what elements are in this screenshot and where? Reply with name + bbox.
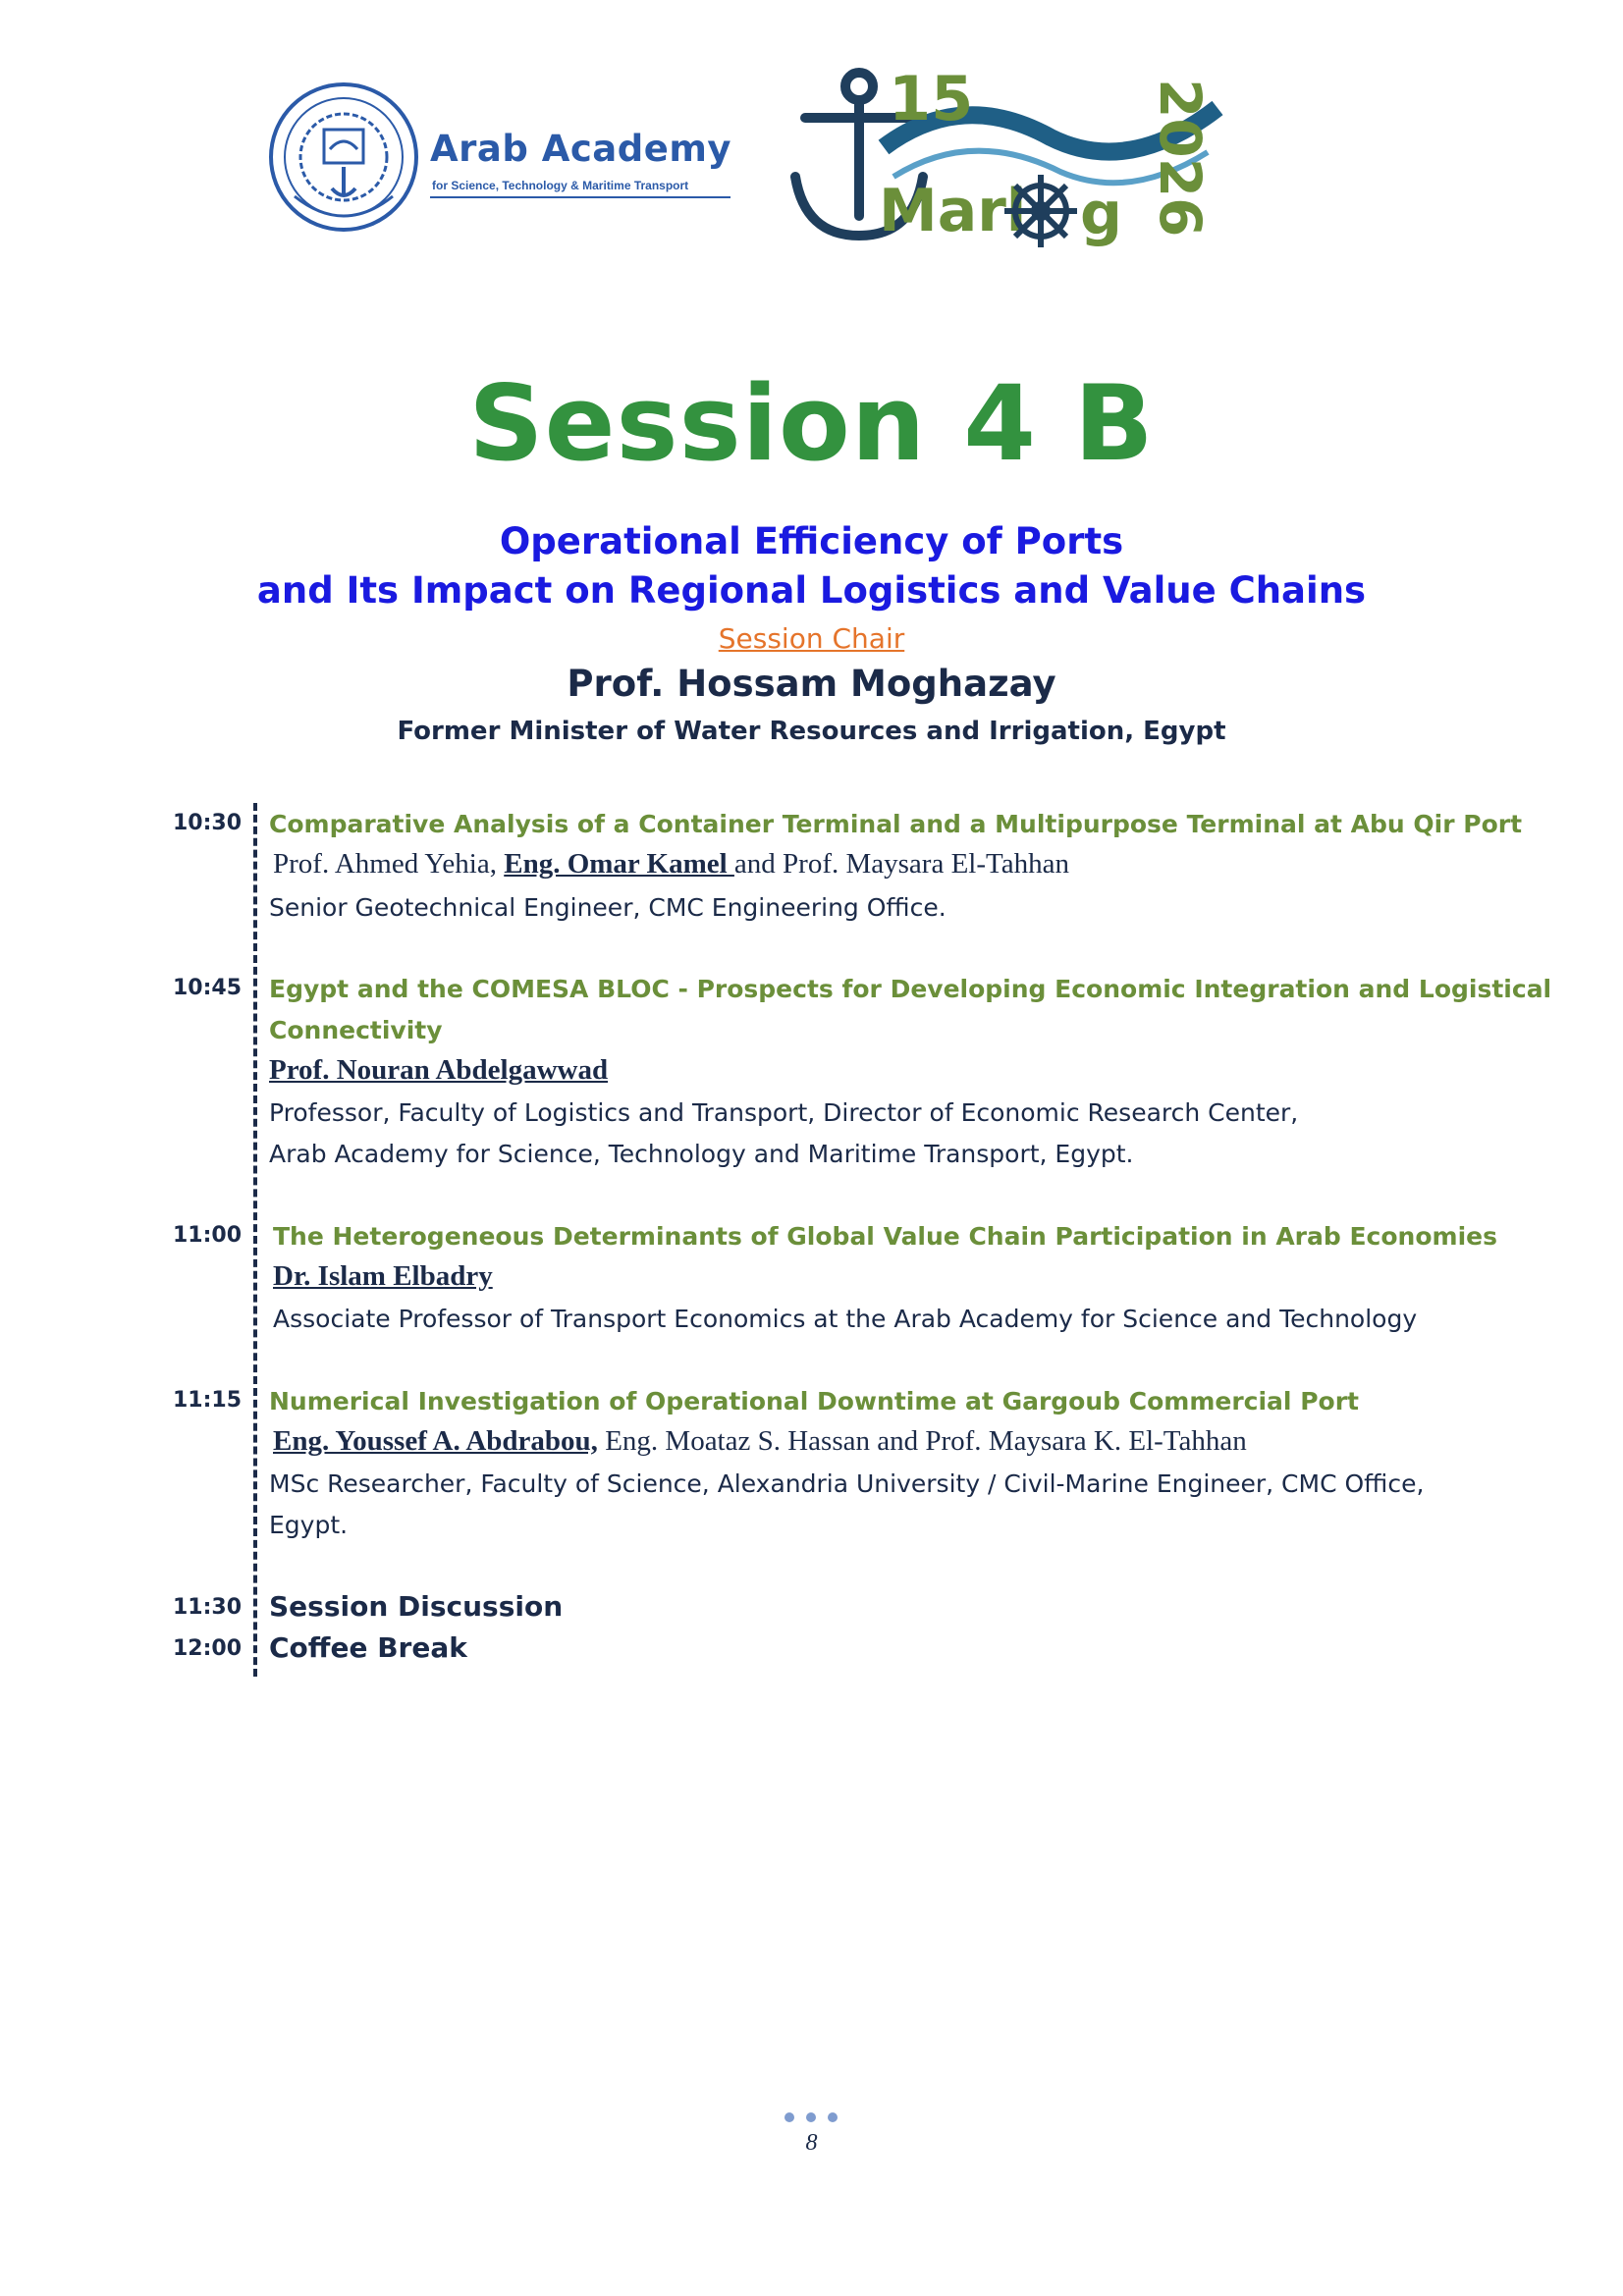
talk-time: 10:30	[173, 811, 243, 835]
talk-title: The Heterogeneous Determinants of Global Value Chain Participation in Arab Economies	[273, 1222, 1497, 1251]
session-subtitle-line1: Operational Efficiency of Ports	[499, 520, 1124, 562]
marlog-logo	[776, 59, 1237, 255]
timeline-divider	[253, 803, 257, 1677]
session-title: Session 4 B	[468, 363, 1155, 484]
header	[265, 59, 1247, 255]
session-subtitle-line2: and Its Impact on Regional Logistics and Value Chains	[256, 569, 1367, 612]
marlog-number: 15	[889, 63, 974, 134]
session-chair-name: Prof. Hossam Moghazay	[567, 663, 1056, 705]
talk-affiliation-line2: Egypt.	[269, 1511, 349, 1539]
talk-authors	[269, 1054, 608, 1087]
marlog-word-right: g	[1080, 180, 1122, 248]
talk-affiliation-line1: MSc Researcher, Faculty of Science, Alexandria University / Civil-Marine Engineer, CMC Office,	[269, 1469, 1425, 1498]
talk-title: Comparative Analysis of a Container Terminal and a Multipurpose Terminal at Abu Qir Port	[269, 810, 1523, 838]
presenting-author: Eng. Youssef A. Abdrabou,	[273, 1425, 598, 1457]
author: and Prof. Maysara El-Tahhan	[733, 848, 1069, 880]
author: Eng. Moataz S. Hassan and Prof. Maysara K. El-Tahhan	[597, 1425, 1247, 1457]
session-chair-label-text: Session Chair	[718, 622, 905, 655]
marlog-word-left: Marl	[879, 177, 1027, 245]
closing-time: 11:30	[173, 1595, 243, 1620]
presenting-author: Eng. Omar Kamel	[504, 848, 734, 880]
talk-affiliation: Senior Geotechnical Engineer, CMC Engineering Office.	[269, 893, 947, 922]
closing-label: Session Discussion	[269, 1590, 564, 1623]
talk-authors	[273, 1260, 493, 1293]
presenting-author: Dr. Islam Elbadry	[273, 1260, 493, 1292]
talk-affiliation-line1: Professor, Faculty of Logistics and Transport, Director of Economic Research Center,	[269, 1098, 1299, 1127]
talk-time: 10:45	[173, 976, 243, 1000]
talk-time: 11:00	[173, 1223, 243, 1248]
academy-subtitle: for Science, Technology & Maritime Transport	[432, 179, 689, 192]
academy-underline	[430, 196, 730, 198]
session-chair-label	[0, 622, 1623, 655]
closing-time: 12:00	[173, 1636, 243, 1661]
talk-authors	[273, 1425, 1247, 1458]
author: Prof. Ahmed Yehia,	[273, 848, 505, 880]
marlog-year: 2026	[1147, 79, 1214, 238]
page-number: 8	[805, 2130, 818, 2156]
talk-authors	[273, 848, 1069, 881]
talk-affiliation: Associate Professor of Transport Economics at the Arab Academy for Science and Technology	[273, 1305, 1418, 1333]
session-chair-role: Former Minister of Water Resources and Irrigation, Egypt	[397, 717, 1226, 746]
academy-name: Arab Academy	[430, 128, 732, 170]
closing-label: Coffee Break	[269, 1631, 467, 1664]
footer-dots-ornament	[782, 2110, 840, 2124]
presenting-author: Prof. Nouran Abdelgawwad	[269, 1054, 609, 1086]
talk-title-line2: Connectivity	[269, 1016, 443, 1044]
talk-time: 11:15	[173, 1388, 243, 1413]
talk-title-line1: Egypt and the COMESA BLOC - Prospects for Developing Economic Integration and Logistical	[269, 975, 1552, 1003]
talk-title: Numerical Investigation of Operational Downtime at Gargoub Commercial Port	[269, 1387, 1359, 1415]
talk-affiliation-line2: Arab Academy for Science, Technology and Maritime Transport, Egypt.	[269, 1140, 1134, 1168]
arab-academy-seal-logo	[265, 79, 422, 236]
ship-wheel-icon	[1004, 175, 1077, 247]
